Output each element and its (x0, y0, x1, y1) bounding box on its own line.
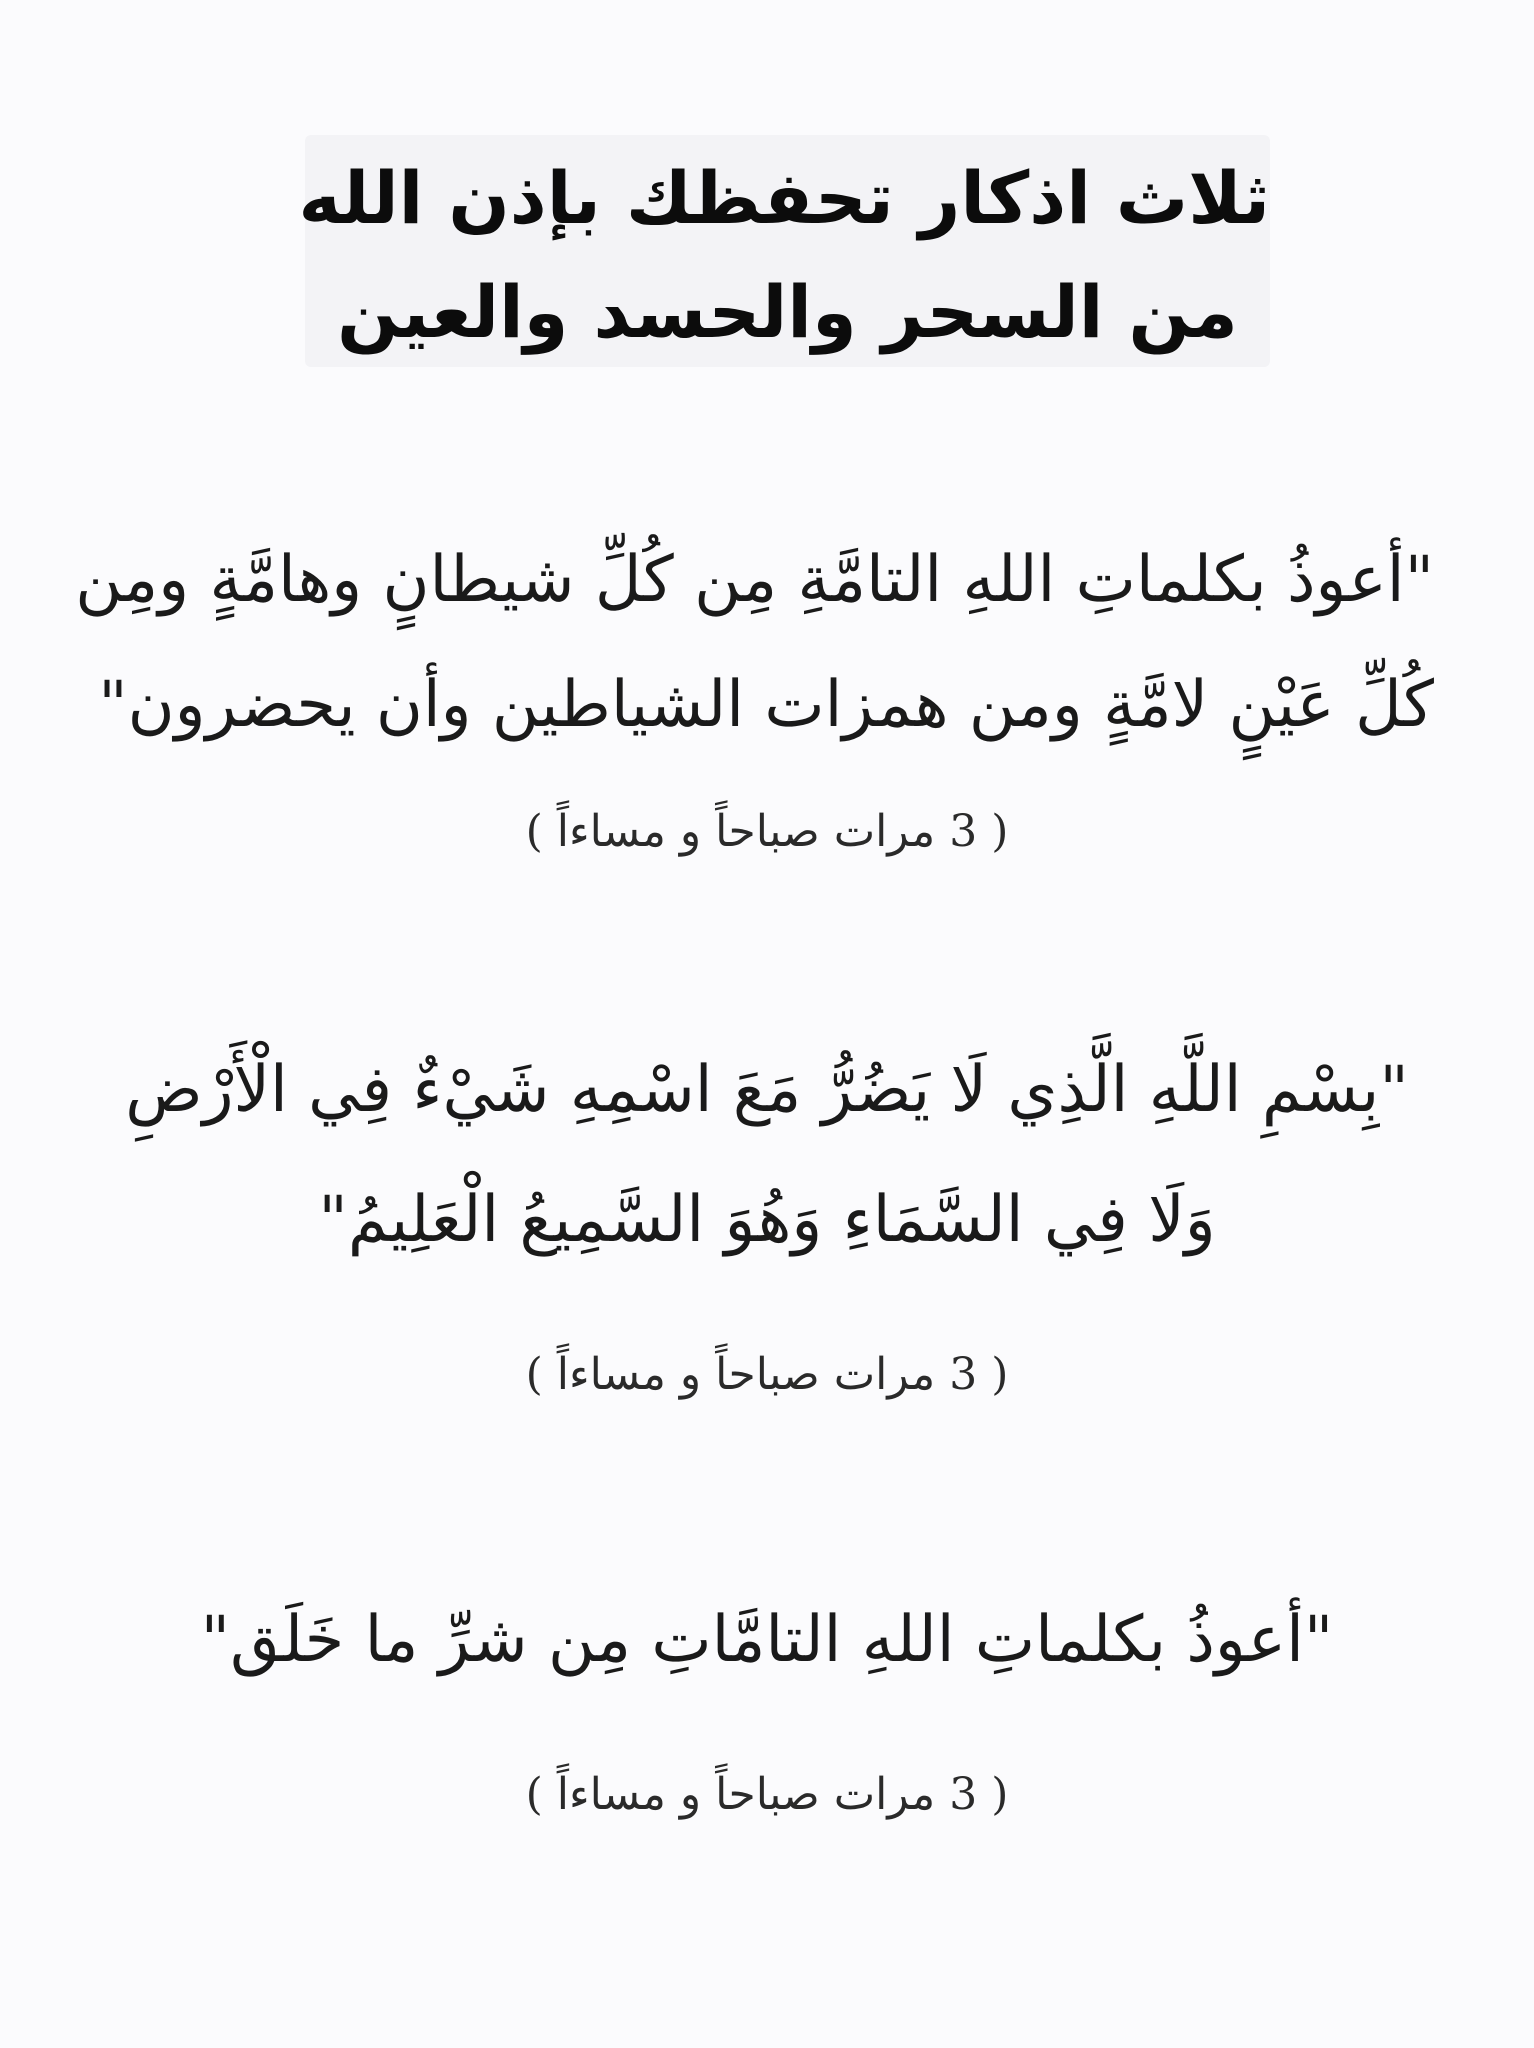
dhikr-2-line-2: وَلَا فِي السَّمَاءِ وَهُوَ السَّمِيعُ الْعَلِيمُ" (318, 1183, 1216, 1257)
dhikr-2-line-1: "بِسْمِ اللَّهِ الَّذِي لَا يَضُرُّ مَعَ اسْمِهِ شَيْءٌ فِي الْأَرْضِ (125, 1053, 1409, 1127)
dhikr-3-line-1: "أعوذُ بكلماتِ اللهِ التامَّاتِ مِن شرِّ ما خَلَق" (200, 1603, 1334, 1677)
dhikr-1-count: ( 3 مرات صباحاً و مساءاً ) (525, 806, 1009, 857)
page-title-line-1: ثلاث اذكار تحفظك بإذن الله (298, 156, 1270, 240)
page-title-line-2: من السحر والحسد والعين (337, 270, 1238, 354)
dhikr-1-line-2: كُلِّ عَيْنٍ لامَّةٍ ومن همزات الشياطين وأن يحضرون" (98, 668, 1434, 742)
dhikr-1-line-1: "أعوذُ بكلماتِ اللهِ التامَّةِ مِن كُلِّ شيطانٍ وهامَّةٍ ومِن (75, 543, 1434, 617)
dhikr-3-count: ( 3 مرات صباحاً و مساءاً ) (525, 1769, 1009, 1820)
dhikr-2-count: ( 3 مرات صباحاً و مساءاً ) (525, 1349, 1009, 1400)
